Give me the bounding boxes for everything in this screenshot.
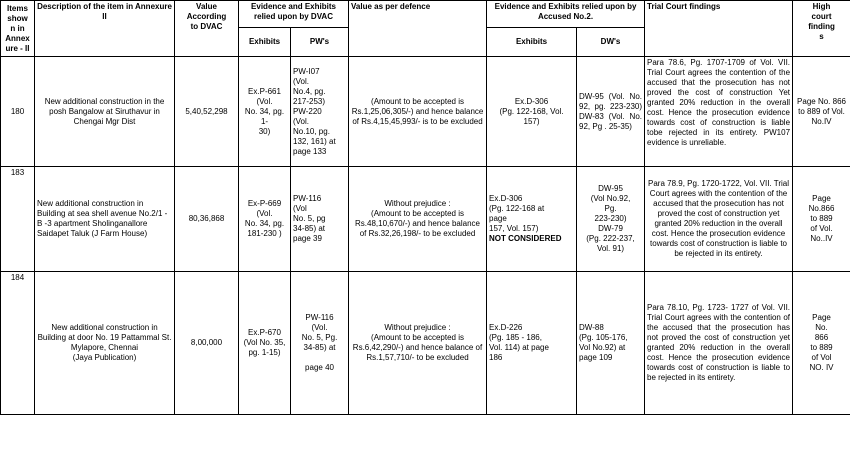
value-dvac: 8,00,000 (175, 272, 239, 415)
value-dvac: 5,40,52,298 (175, 57, 239, 167)
item-description: New additional construction in Building at door No. 19 Pattammal St. Mylapore, Chennai (Jaya Publication) (35, 272, 175, 415)
table-row (1, 57, 850, 167)
header-description: Description of the item in Annexure II (35, 1, 175, 57)
header-trial-court: Trial Court findings (645, 1, 793, 57)
header-items-shown: Items show n in Annex ure - II (1, 1, 35, 57)
dvac-pw: PW-116 (Vol No. 5, pg 34-85) at page 39 (291, 167, 349, 272)
header-evidence-accused: Evidence and Exhibits relied upon by Accused No.2. (487, 1, 645, 28)
header-dws: DW's (577, 28, 645, 57)
header-evidence-dvac: Evidence and Exhibits relied upon by DVAC (239, 1, 349, 28)
accused-exhibits: Ex.D-306 (Pg. 122-168, Vol. 157) (487, 57, 577, 167)
high-court-finding: Page No. 866 to 889 of Vol. No.IV (793, 57, 850, 167)
header-value-dvac: Value According to DVAC (175, 1, 239, 57)
trial-court-finding: Para 78.10, Pg. 1723- 1727 of Vol. VII. Trial Court agrees with the contention of the accused that the prosecution has not proved the cost of construction yet granted 20% reduction in the overall cost. Hence the prosecution evidence towards cost of construction is liable to be rejected in its entirety. (645, 272, 793, 415)
table-row (1, 167, 850, 272)
header-exhibits-accused: Exhibits (487, 28, 577, 57)
trial-court-finding: Para 78.9, Pg. 1720-1722, Vol. VII. Trial Court agrees with the contention of the accused that the prosecution has not proved the cost of construction yet granted 20% reduction in the overall cost. Hence the prosecution evidence towards cost of construction is liable to be rejected in its entirety. (645, 167, 793, 272)
not-considered-note: NOT CONSIDERED (489, 234, 562, 243)
accused-dw: DW-95 (Vol No.92, Pg. 223-230) DW-79 (Pg. 222-237, Vol. 91) (577, 167, 645, 272)
item-number: 183 (1, 167, 35, 272)
header-value-defence: Value as per defence (349, 1, 487, 57)
accused-exhibits: Ex.D-226 (Pg. 185 - 186, Vol. 114) at page 186 (487, 272, 577, 415)
header-exhibits: Exhibits (239, 28, 291, 57)
dvac-pw: PW-I07 (Vol. No.4, pg. 217-253) PW-220 (Vol. No.10, pg. 132, 161) at page 133 (291, 57, 349, 167)
item-description: New additional construction in Building at sea shell avenue No.2/1 - B -3 apartment Sholinganallore Saidapet Taluk (J Farm House) (35, 167, 175, 272)
header-pws: PW's (291, 28, 349, 57)
item-number: 180 (1, 57, 35, 167)
item-description: New additional construction in the posh Bangalow at Siruthavur in Chengai Mgr Dist (35, 57, 175, 167)
item-number: 184 (1, 272, 35, 415)
accused-exhibits-cell (487, 167, 577, 272)
defence-value: Without prejudice : (Amount to be accepted is Rs.48,10,670/-) and hence balance of Rs.32,26,198/- to be excluded (349, 167, 487, 272)
dvac-pw: PW-116 (Vol. No. 5, Pg. 34-85) at page 40 (291, 272, 349, 415)
high-court-finding: Page No. 866 to 889 of Vol NO. IV (793, 272, 850, 415)
header-high-court: High court finding s (793, 1, 850, 57)
accused-exhibits: Ex.D-306 (Pg. 122-168 at page 157, Vol. 157) (489, 194, 545, 233)
defence-value: Without prejudice : (Amount to be accepted is Rs.6,42,290/-) and hence balance of Rs.1,57,710/- to be excluded (349, 272, 487, 415)
table-row (1, 272, 850, 415)
trial-court-finding: Para 78.6, Pg. 1707-1709 of Vol. VII. Trial Court agrees the contention of the accused that the prosecution has not proved the cost of construction Yet granted 20% reduction in the overall cost. Hence the prosecution evidence towards cost of construction is liable tobe rejected in its entirety. PW107 evidence is unreliable. (645, 57, 793, 167)
high-court-finding: Page No.866 to 889 of Vol. No..IV (793, 167, 850, 272)
dvac-exhibits: Ex.P-670 (Vol No. 35, pg. 1-15) (239, 272, 291, 415)
accused-dw: DW-95 (Vol. No. 92, pg. 223-230) DW-83 (Vol. No. 92, Pg . 25-35) (577, 57, 645, 167)
dvac-exhibits: Ex-P-669 (Vol. No. 34, pg. 181-230 ) (239, 167, 291, 272)
accused-dw: DW-88 (Pg. 105-176, Vol No.92) at page 109 (577, 272, 645, 415)
defence-value: (Amount to be accepted is Rs.1,25,06,305/-) and hence balance of Rs.4,15,45,993/- is to be excluded (349, 57, 487, 167)
value-dvac: 80,36,868 (175, 167, 239, 272)
dvac-exhibits: Ex.P-661 (Vol. No. 34, pg. 1- 30) (239, 57, 291, 167)
